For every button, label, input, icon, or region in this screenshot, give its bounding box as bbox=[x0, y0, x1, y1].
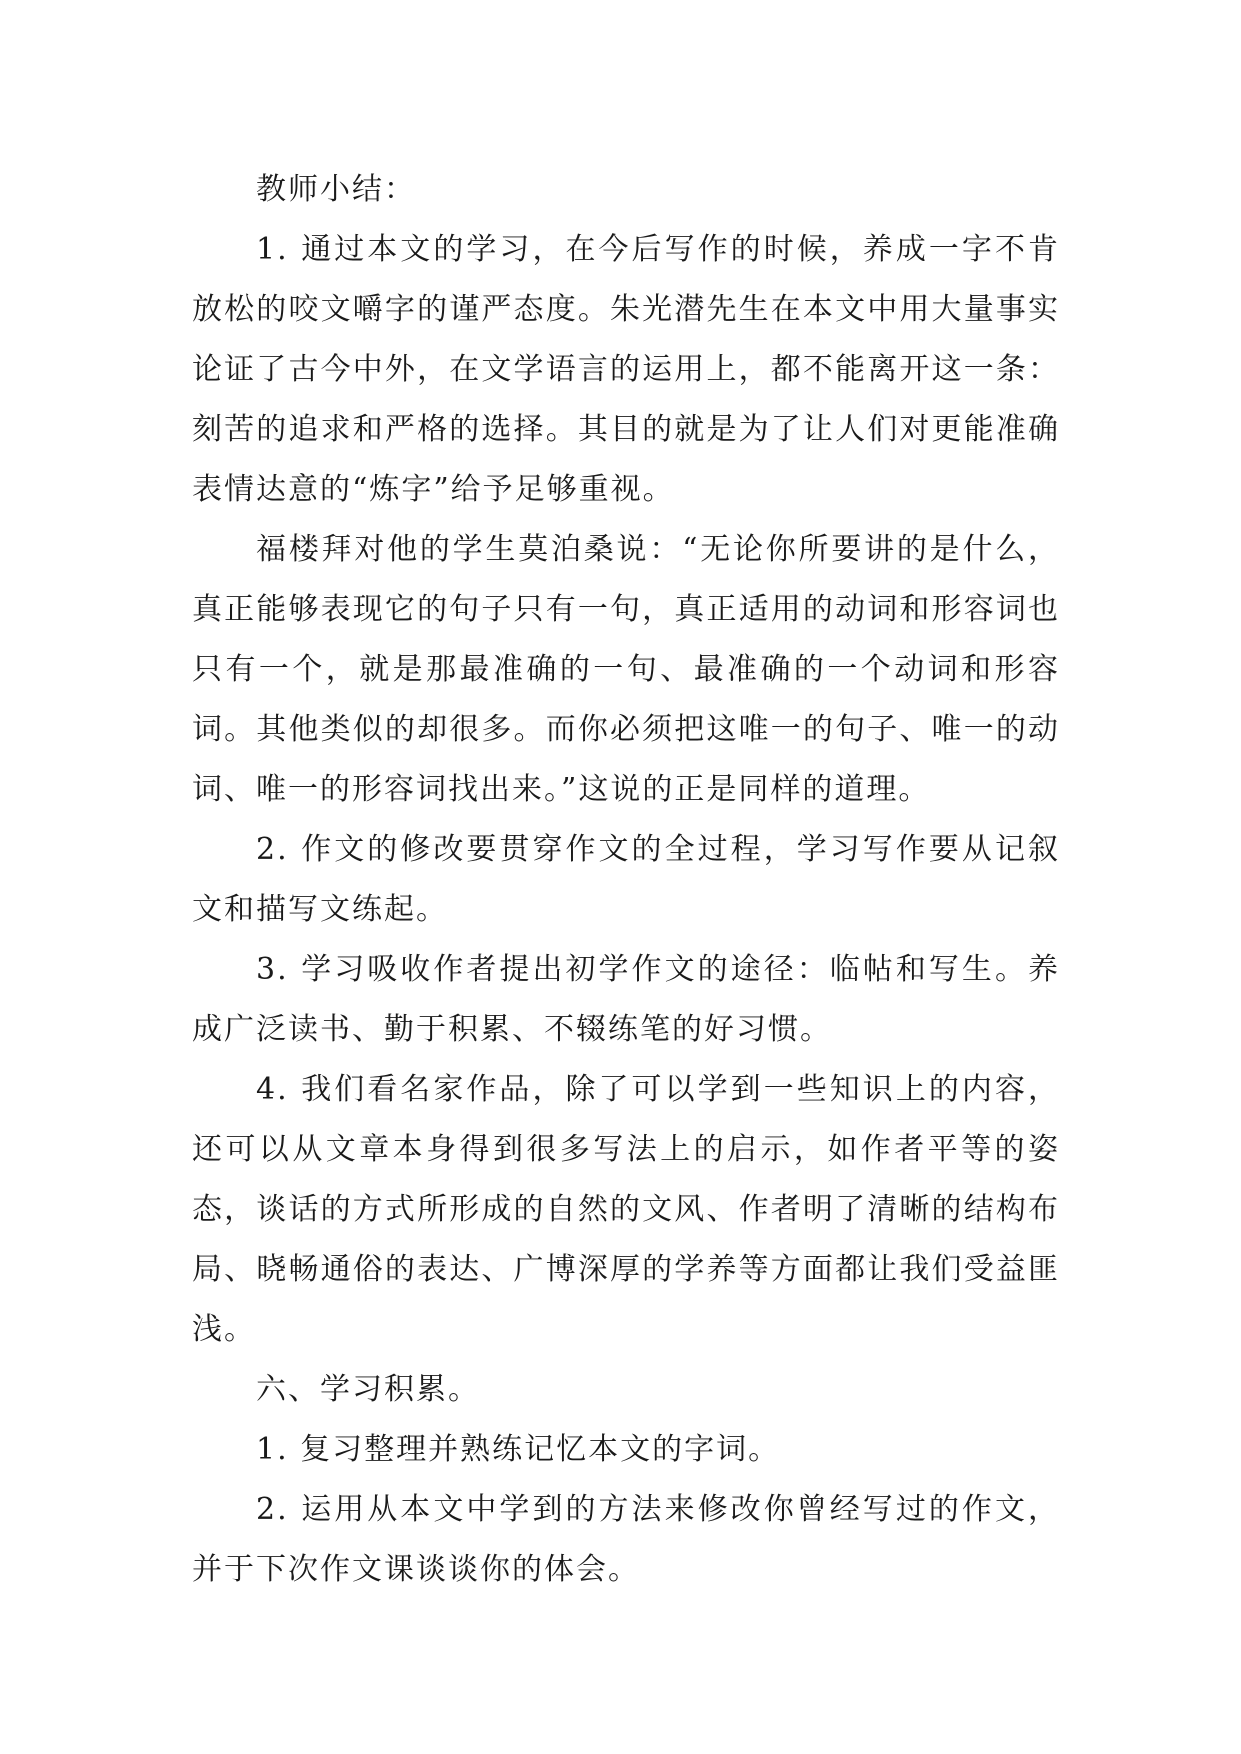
paragraph-task-1: 1. 复习整理并熟练记忆本文的字词。 bbox=[256, 1432, 781, 1467]
paragraph-point-1: 1. 通过本文的学习，在今后写作的时候，养成一字不肯放松的咬文嚼字的谨严态度。朱光潜先生在本文中用大量事实论证了古今中外，在文学语言的运用上，都不能离开这一条：刻苦的追求和严格的选择。其目的就是为了让人们对更能准确表情达意的“炼字”给予足够重视。 bbox=[192, 232, 1060, 507]
paragraph-flaubert-quote: 福楼拜对他的学生莫泊桑说：“无论你所要讲的是什么，真正能够表现它的句子只有一句，真正适用的动词和形容词也只有一个，就是那最准确的一句、最准确的一个动词和形容词。其他类似的却很多。而你必须把这唯一的句子、唯一的动词、唯一的形容词找出来。”这说的正是同样的道理。 bbox=[192, 532, 1060, 807]
document-body bbox=[192, 160, 1060, 1600]
paragraph-teacher-summary-heading: 教师小结： bbox=[256, 172, 416, 207]
paragraph-task-2: 2. 运用从本文中学到的方法来修改你曾经写过的作文，并于下次作文课谈谈你的体会。 bbox=[192, 1492, 1060, 1587]
paragraph-section-six-heading: 六、学习积累。 bbox=[256, 1372, 480, 1407]
paragraph-point-2: 2. 作文的修改要贯穿作文的全过程，学习写作要从记叙文和描写文练起。 bbox=[192, 832, 1060, 927]
paragraph-point-4: 4. 我们看名家作品，除了可以学到一些知识上的内容，还可以从文章本身得到很多写法上的启示，如作者平等的姿态，谈话的方式所形成的自然的文风、作者明了清晰的结构布局、晓畅通俗的表达、广博深厚的学养等方面都让我们受益匪浅。 bbox=[192, 1072, 1060, 1347]
paragraph-point-3: 3. 学习吸收作者提出初学作文的途径：临帖和写生。养成广泛读书、勤于积累、不辍练笔的好习惯。 bbox=[192, 952, 1060, 1047]
